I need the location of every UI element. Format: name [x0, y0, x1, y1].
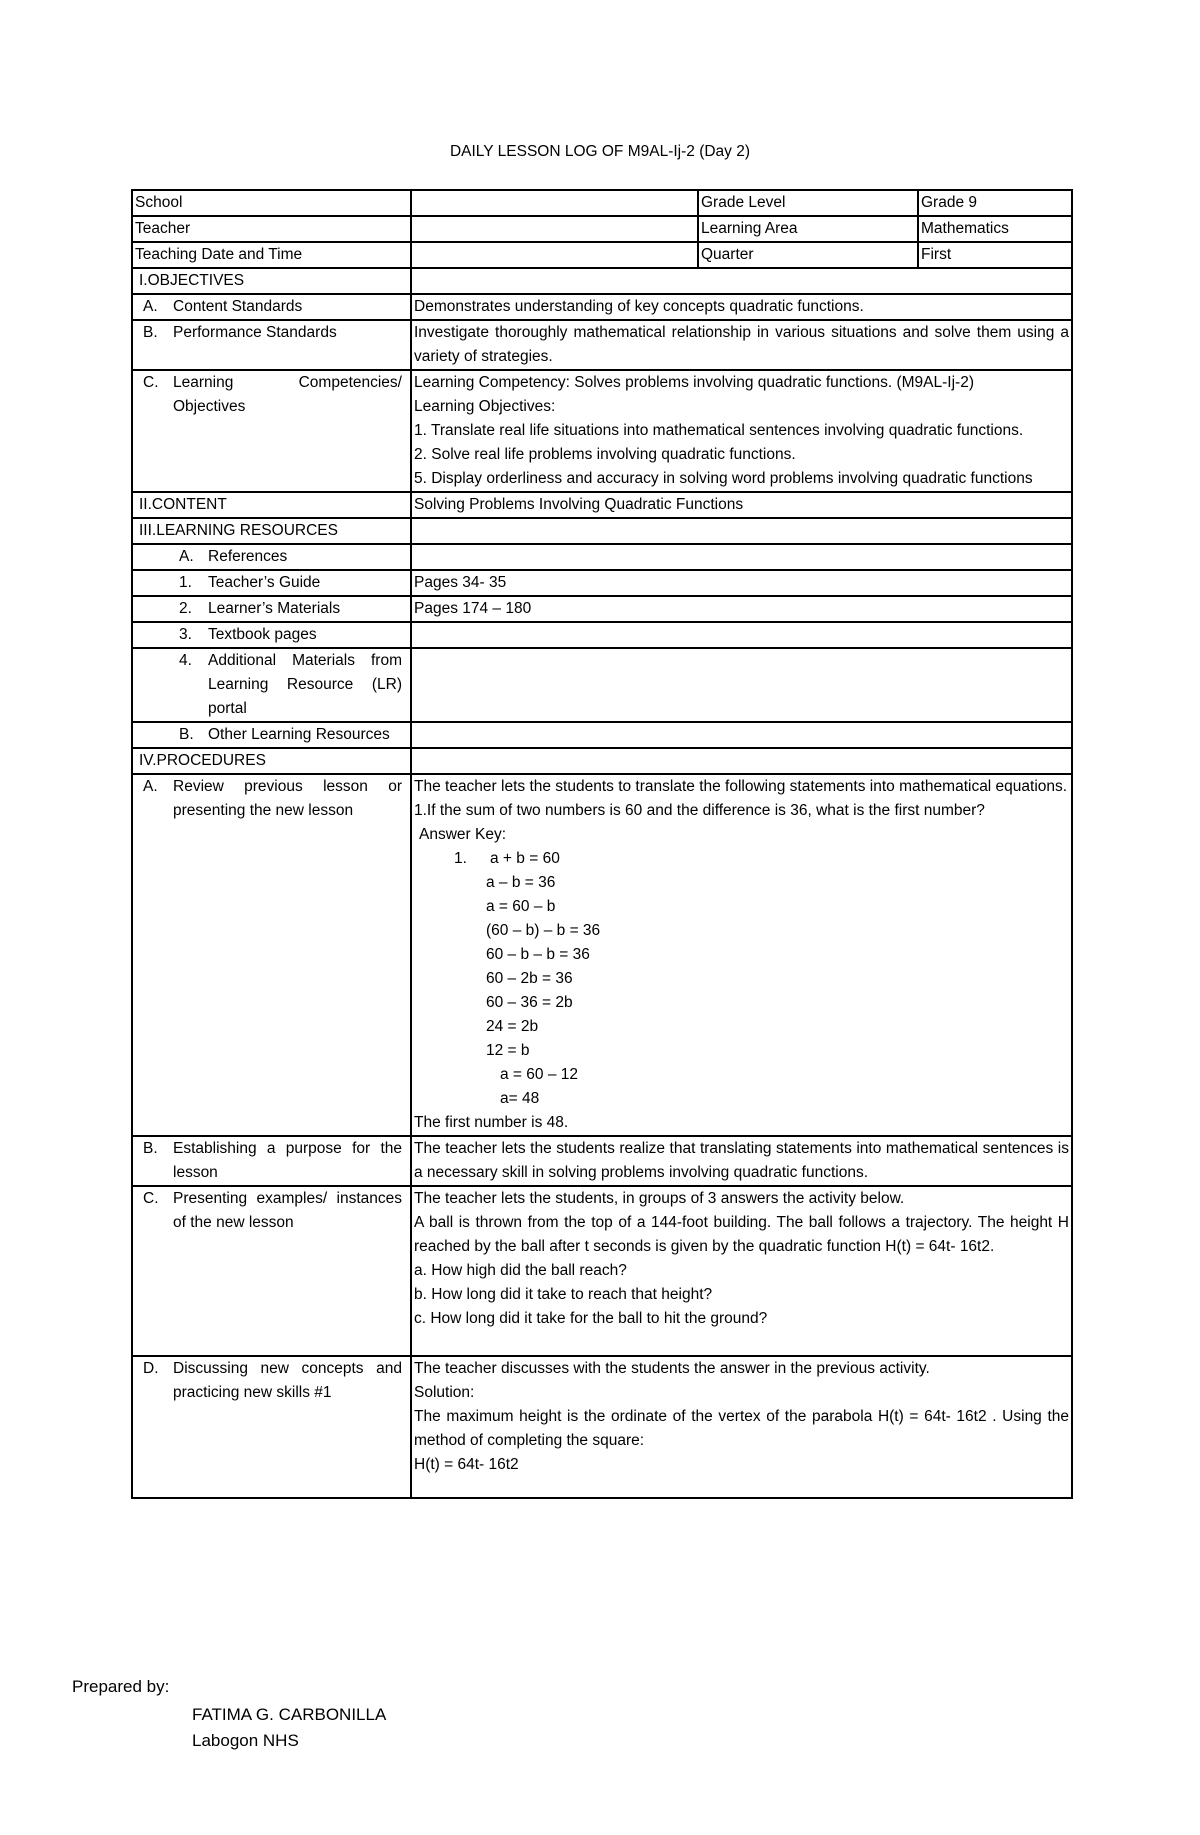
objectives-heading: I.OBJECTIVES	[132, 268, 411, 294]
lesson-log-table	[131, 189, 1073, 1499]
header-row-teacher	[132, 216, 1072, 242]
learners-materials-row	[132, 596, 1072, 622]
objective-2: 2. Solve real life problems involving quadratic functions.	[414, 446, 796, 463]
content-standards-value: Demonstrates understanding of key concepts quadratic functions.	[411, 294, 1072, 320]
procedures-heading-row	[132, 748, 1072, 774]
objectives-heading-row	[132, 268, 1072, 294]
item-letter: C.	[143, 374, 159, 391]
teacher-value	[411, 216, 698, 242]
performance-standards-label: Performance Standards	[173, 324, 337, 341]
procedures-heading: IV.PROCEDURES	[132, 748, 411, 774]
school-value	[411, 190, 698, 216]
learning-competency: Learning Competency: Solves problems involving quadratic functions. (M9AL-Ij-2)	[414, 374, 974, 391]
objective-1: 1. Translate real life situations into mathematical sentences involving quadratic functions.	[414, 422, 1024, 439]
solution-heading: Solution:	[414, 1384, 475, 1401]
item-letter: D.	[143, 1360, 159, 1377]
competencies-label: Learning Competencies/ Objectives	[173, 374, 402, 415]
performance-standards-value: Investigate thoroughly mathematical relationship in various situations and solve them using a variety of strategies.	[411, 320, 1072, 370]
solution-explanation: The maximum height is the ordinate of the vertex of the parabola H(t) = 64t- 16t2 . Using the method of completing the square:	[414, 1408, 1069, 1449]
competencies-row	[132, 370, 1072, 492]
question-a: a. How high did the ball reach?	[414, 1262, 627, 1279]
learners-materials-label: Learner’s Materials	[208, 600, 341, 617]
learning-objectives-heading: Learning Objectives:	[414, 398, 556, 415]
answer-key-heading: Answer Key:	[419, 826, 507, 843]
review-label: Review previous lesson or presenting the new lesson	[173, 778, 402, 819]
learners-materials-value: Pages 174 – 180	[411, 596, 1072, 622]
learning-area-label: Learning Area	[698, 216, 918, 242]
item-letter: A.	[143, 298, 158, 315]
equation-line: 12 = b	[486, 1042, 530, 1059]
item-letter: B.	[143, 324, 158, 341]
content-row	[132, 492, 1072, 518]
discussing-intro: The teacher discusses with the students the answer in the previous activity.	[414, 1360, 930, 1377]
review-row	[132, 774, 1072, 1136]
purpose-label: Establishing a purpose for the lesson	[173, 1140, 402, 1181]
item-number: 1.	[179, 574, 192, 591]
document-title: DAILY LESSON LOG OF M9AL-Ij-2 (Day 2)	[449, 143, 751, 160]
performance-standards-row	[132, 320, 1072, 370]
references-row	[132, 544, 1072, 570]
other-resources-row	[132, 722, 1072, 748]
item-letter: B.	[143, 1140, 158, 1157]
resources-heading-row	[132, 518, 1072, 544]
content-value: Solving Problems Involving Quadratic Functions	[411, 492, 1072, 518]
item-number: A.	[179, 548, 194, 565]
teachers-guide-label: Teacher’s Guide	[208, 574, 321, 591]
examples-intro: The teacher lets the students, in groups of 3 answers the activity below.	[414, 1190, 905, 1207]
content-standards-row	[132, 294, 1072, 320]
other-resources-value	[411, 722, 1072, 748]
grade-level-value: Grade 9	[918, 190, 1072, 216]
date-value	[411, 242, 698, 268]
content-heading: II.CONTENT	[132, 492, 411, 518]
resources-heading: III.LEARNING RESOURCES	[132, 518, 411, 544]
review-question: 1.If the sum of two numbers is 60 and the difference is 36, what is the first number?	[414, 802, 985, 819]
examples-problem: A ball is thrown from the top of a 144-foot building. The ball follows a trajectory. The height H reached by the ball after t seconds is given by the quadratic function H(t) = 64t- 16t2.	[414, 1214, 1069, 1255]
quarter-label: Quarter	[698, 242, 918, 268]
textbook-row	[132, 622, 1072, 648]
item-number: 2.	[179, 600, 192, 617]
grade-level-label: Grade Level	[698, 190, 918, 216]
review-intro: The teacher lets the students to translate the following statements into mathematical equations.	[414, 778, 1068, 795]
review-conclusion: The first number is 48.	[414, 1114, 569, 1131]
equation-line: a – b = 36	[486, 874, 556, 891]
equation-line: a = 60 – b	[486, 898, 556, 915]
preparer-name: FATIMA G. CARBONILLA	[192, 1705, 387, 1724]
purpose-row	[132, 1136, 1072, 1186]
quarter-value: First	[918, 242, 1072, 268]
additional-materials-value	[411, 648, 1072, 722]
question-c: c. How long did it take for the ball to hit the ground?	[414, 1310, 768, 1327]
item-number: B.	[179, 726, 194, 743]
preparer-block	[192, 1702, 386, 1754]
item-letter: A.	[143, 778, 158, 795]
teacher-label: Teacher	[132, 216, 411, 242]
other-resources-label: Other Learning Resources	[208, 726, 390, 743]
discussing-label: Discussing new concepts and practicing new skills #1	[173, 1360, 402, 1401]
question-b: b. How long did it take to reach that height?	[414, 1286, 713, 1303]
textbook-label: Textbook pages	[208, 626, 317, 643]
references-label: References	[208, 548, 288, 565]
objective-3: 5. Display orderliness and accuracy in solving word problems involving quadratic functions	[414, 470, 1033, 487]
purpose-value: The teacher lets the students realize that translating statements into mathematical sentences is a necessary skill in solving problems involving quadratic functions.	[411, 1136, 1072, 1186]
equation-line: (60 – b) – b = 36	[486, 922, 601, 939]
content-standards-label: Content Standards	[173, 298, 303, 315]
examples-label: Presenting examples/ instances of the new lesson	[173, 1190, 402, 1231]
equation-line: 24 = 2b	[486, 1018, 539, 1035]
textbook-value	[411, 622, 1072, 648]
learning-area-value: Mathematics	[918, 216, 1072, 242]
preparer-school: Labogon NHS	[192, 1731, 299, 1750]
item-number: 4.	[179, 652, 192, 669]
equation-line: a + b = 60	[490, 850, 560, 867]
equation-line: a= 48	[500, 1090, 540, 1107]
solution-equation: H(t) = 64t- 16t2	[414, 1456, 519, 1473]
teachers-guide-value: Pages 34- 35	[411, 570, 1072, 596]
school-label: School	[132, 190, 411, 216]
teachers-guide-row	[132, 570, 1072, 596]
item-number: 3.	[179, 626, 192, 643]
equation-line: a = 60 – 12	[500, 1066, 578, 1083]
additional-materials-label: Additional Materials from Learning Resource (LR) portal	[208, 652, 402, 717]
date-label: Teaching Date and Time	[132, 242, 411, 268]
equation-line: 60 – b – b = 36	[486, 946, 590, 963]
prepared-by-label: Prepared by:	[72, 1677, 170, 1696]
additional-materials-row	[132, 648, 1072, 722]
item-letter: C.	[143, 1190, 159, 1207]
header-row-school	[132, 190, 1072, 216]
answer-number: 1.	[454, 850, 467, 867]
discussing-row	[132, 1356, 1072, 1498]
equation-line: 60 – 2b = 36	[486, 970, 573, 987]
header-row-date	[132, 242, 1072, 268]
equation-line: 60 – 36 = 2b	[486, 994, 573, 1011]
examples-row	[132, 1186, 1072, 1356]
